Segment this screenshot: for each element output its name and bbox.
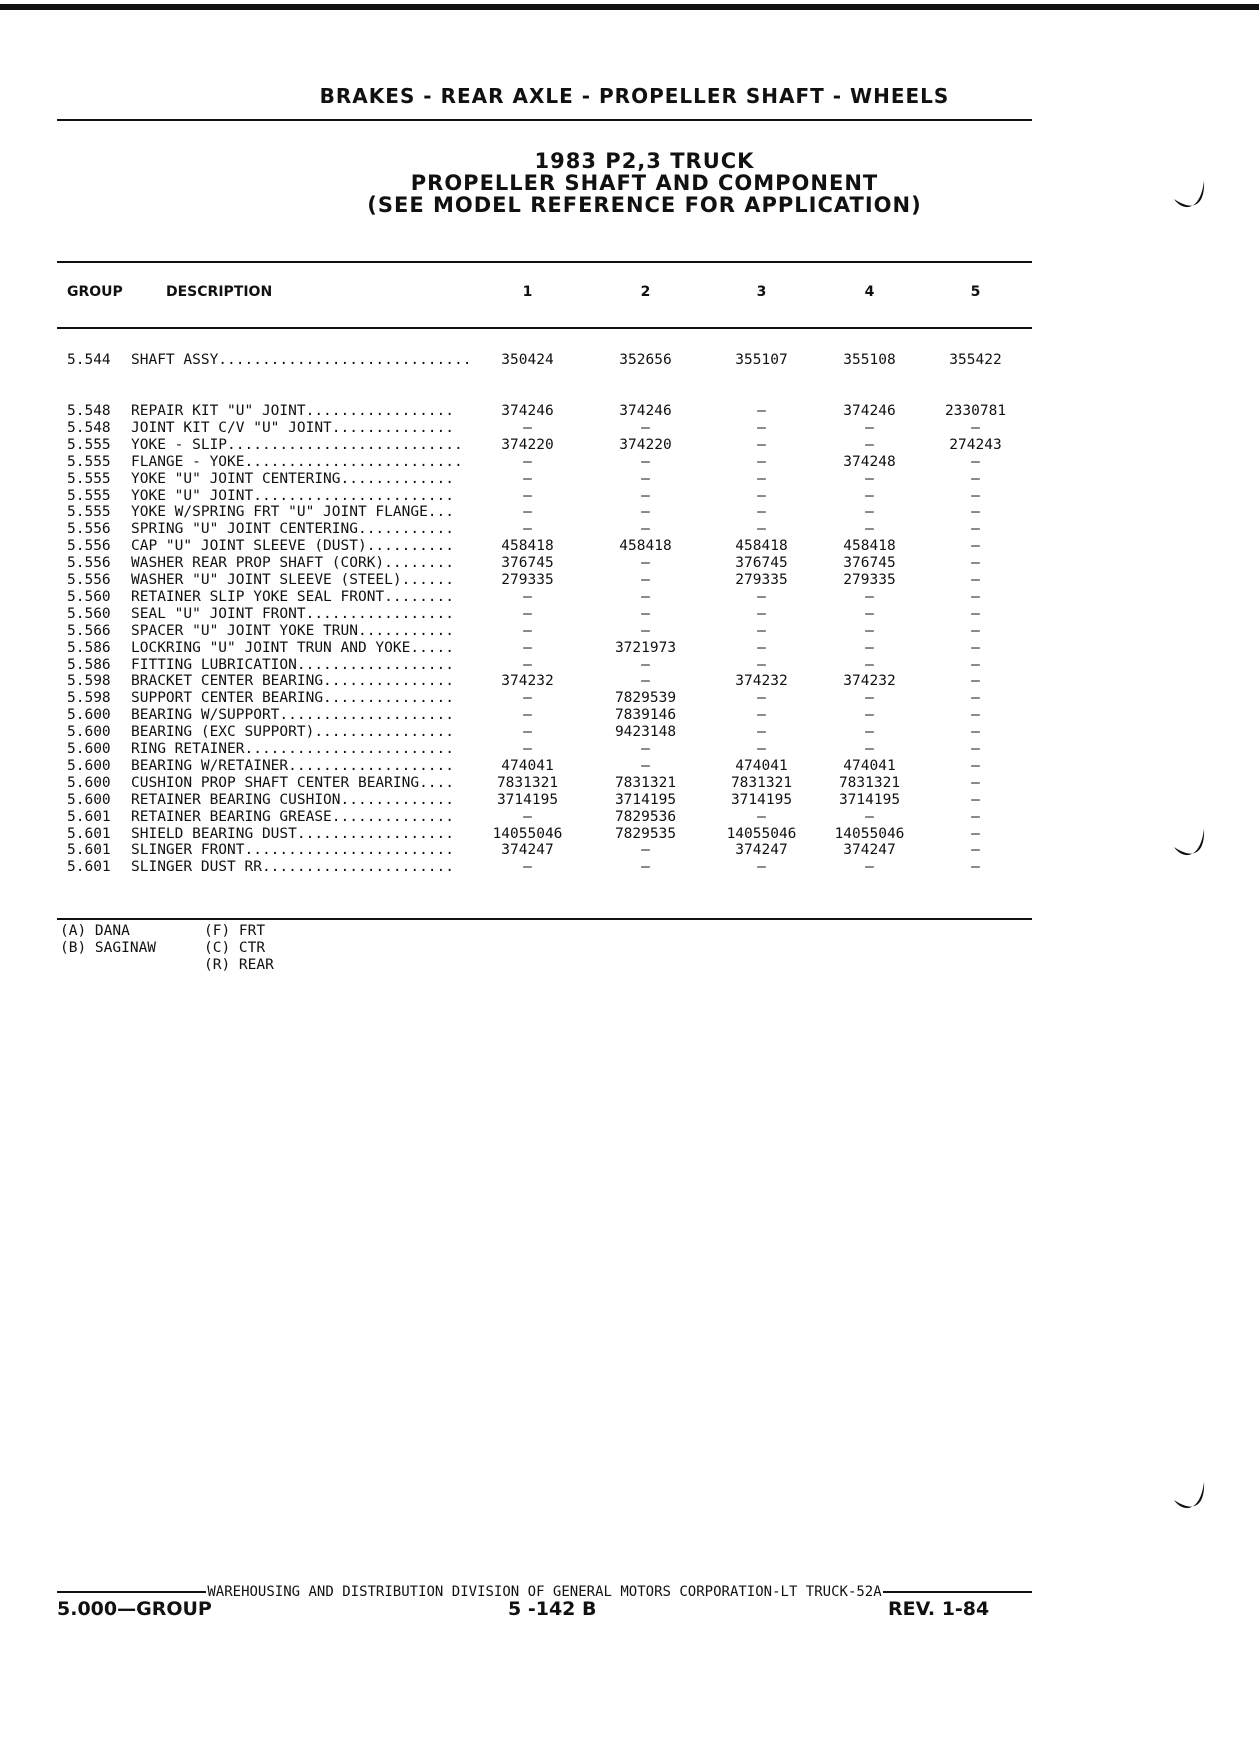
table-row [0,572,1259,589]
row-col-5: 355422 [949,352,1002,368]
table-row [0,792,1259,809]
row-col-1: 376745 [501,555,554,572]
row-group: 5.555 [67,453,111,470]
row-col-2: 7829539 [614,690,677,707]
row-description: RETAINER BEARING GREASE.............. [131,808,455,825]
page-title [0,150,1259,216]
row-col-3: — [757,690,766,707]
row-group: 5.555 [67,436,111,453]
row-col-1: 458418 [501,538,554,555]
row-col-3: — [757,487,766,504]
row-col-4: — [865,588,874,605]
binder-hole-mark [1172,825,1206,865]
row-col-5: — [971,859,980,876]
row-col-2: — [641,588,650,605]
row-col-4: 3714195 [838,791,901,808]
row-col-3: — [757,741,766,757]
row-col-3: 458418 [735,538,788,555]
row-col-5: — [971,419,980,436]
row-col-2: 458418 [619,538,672,555]
row-col-3: — [757,588,766,605]
section-header: BRAKES - REAR AXLE - PROPELLER SHAFT - WHEELS [319,84,950,108]
table-row [0,657,1259,674]
table-row [0,437,1259,454]
row-col-2: — [641,504,650,521]
row-group: 5.601 [67,825,111,842]
table-row [0,673,1259,690]
row-col-2: — [641,656,650,673]
row-col-3: 14055046 [726,825,797,842]
title-line-3: (SEE MODEL REFERENCE FOR APPLICATION) [367,193,922,217]
row-col-3: — [757,707,766,724]
row-col-5: — [971,555,980,572]
table-row [0,707,1259,724]
row-col-4: — [865,470,874,487]
table-row [0,352,1259,369]
row-description: BEARING W/RETAINER................... [131,757,455,774]
row-col-2: — [641,470,650,487]
row-col-4: — [865,859,874,876]
row-description: WASHER "U" JOINT SLEEVE (STEEL)...... [131,572,455,588]
row-description: YOKE - SLIP........................... [131,436,463,453]
header-description: DESCRIPTION [166,284,273,300]
row-col-2: 7831321 [614,774,677,791]
row-col-2: 7829535 [614,825,677,842]
legend-item: (R) REAR [204,957,274,973]
row-description: YOKE "U" JOINT....................... [131,487,455,504]
row-col-1: 374232 [501,673,554,690]
row-col-2: — [641,859,650,876]
row-col-3: 376745 [735,555,788,572]
table-row [0,504,1259,521]
row-col-1: — [523,419,532,436]
row-group: 5.586 [67,639,111,656]
row-col-1: 279335 [501,572,554,588]
row-col-4: 376745 [843,555,896,572]
row-col-2: — [641,521,650,538]
row-col-2: 3714195 [614,791,677,808]
row-col-2: 3721973 [614,639,677,656]
row-col-5: — [971,825,980,842]
table-row [0,420,1259,437]
row-col-5: — [971,741,980,757]
table-row [0,640,1259,657]
row-group: 5.586 [67,656,111,673]
row-col-5: — [971,673,980,690]
binder-hole-mark [1172,1478,1206,1518]
row-col-4: — [865,622,874,639]
row-group: 5.560 [67,588,111,605]
row-group: 5.556 [67,572,111,588]
legend-item: (A) DANA [60,923,130,939]
legend-item: (F) FRT [204,923,266,939]
table-bottom-rule [57,918,1032,920]
row-group: 5.601 [67,842,111,859]
row-col-2: — [641,757,650,774]
row-col-5: — [971,842,980,859]
row-group: 5.598 [67,673,111,690]
row-col-1: 374247 [501,842,554,859]
table-row [0,454,1259,471]
row-col-5: — [971,774,980,791]
row-description: WASHER REAR PROP SHAFT (CORK)........ [131,555,455,572]
row-group: 5.601 [67,859,111,876]
row-col-1: — [523,639,532,656]
row-description: CAP "U" JOINT SLEEVE (DUST).......... [131,538,455,555]
header-col-2: 2 [640,284,651,300]
row-col-4: — [865,656,874,673]
row-col-5: — [971,538,980,555]
table-row [0,859,1259,876]
row-group: 5.600 [67,774,111,791]
row-col-1: — [523,724,532,741]
row-group: 5.555 [67,504,111,521]
row-col-1: 14055046 [492,825,563,842]
row-col-1: — [523,622,532,639]
table-header-rule [57,327,1032,329]
table-row [0,758,1259,775]
row-col-1: — [523,504,532,521]
row-col-2: — [641,487,650,504]
legend-item: (B) SAGINAW [60,940,157,956]
row-col-2: — [641,622,650,639]
row-col-4: — [865,724,874,741]
header-group: GROUP [67,284,123,300]
row-col-3: 355107 [735,352,788,368]
row-col-5: — [971,808,980,825]
table-header-row [0,284,1259,301]
row-description: CUSHION PROP SHAFT CENTER BEARING.... [131,774,455,791]
row-col-4: — [865,808,874,825]
table-row [0,403,1259,420]
row-col-5: — [971,487,980,504]
footer-division-text: WAREHOUSING AND DISTRIBUTION DIVISION OF GENERAL MOTORS CORPORATION-LT TRUCK-52A [207,1584,882,1600]
row-description: REPAIR KIT "U" JOINT................. [131,403,455,419]
row-col-3: — [757,504,766,521]
title-line-1: 1983 P2,3 TRUCK [534,149,755,173]
row-col-4: — [865,521,874,538]
row-col-2: — [641,453,650,470]
row-description: JOINT KIT C/V "U" JOINT.............. [131,419,455,436]
row-col-3: — [757,639,766,656]
row-col-3: — [757,453,766,470]
row-col-3: — [757,403,766,419]
row-col-5: — [971,656,980,673]
row-col-5: — [971,521,980,538]
row-group: 5.600 [67,791,111,808]
row-col-3: — [757,521,766,538]
row-col-4: 14055046 [834,825,905,842]
row-col-2: — [641,605,650,622]
row-col-2: 7829536 [614,808,677,825]
footer-group: 5.000—GROUP [57,1598,212,1620]
row-col-4: 279335 [843,572,896,588]
header-col-5: 5 [970,284,981,300]
row-col-5: 274243 [949,436,1002,453]
row-description: RING RETAINER........................ [131,741,455,757]
row-group: 5.566 [67,622,111,639]
row-col-1: 374220 [501,436,554,453]
table-row [0,606,1259,623]
row-col-4: 374232 [843,673,896,690]
title-line-2: PROPELLER SHAFT AND COMPONENT [410,171,879,195]
row-col-2: 374246 [619,403,672,419]
row-description: SLINGER FRONT........................ [131,842,455,859]
row-description: SUPPORT CENTER BEARING............... [131,690,455,707]
row-group: 5.555 [67,487,111,504]
row-col-5: 2330781 [944,403,1007,419]
table-top-rule [57,261,1032,263]
row-col-1: — [523,808,532,825]
row-group: 5.555 [67,470,111,487]
row-col-5: — [971,639,980,656]
row-col-1: — [523,588,532,605]
row-col-3: 374247 [735,842,788,859]
row-description: SLINGER DUST RR...................... [131,859,455,876]
supplier-legend [60,923,156,957]
row-col-4: — [865,707,874,724]
row-group: 5.548 [67,419,111,436]
row-description: SPRING "U" JOINT CENTERING........... [131,521,455,538]
row-group: 5.560 [67,605,111,622]
row-col-5: — [971,757,980,774]
table-row [0,589,1259,606]
row-col-2: — [641,741,650,757]
row-description: BEARING (EXC SUPPORT)................ [131,724,455,741]
row-col-4: 474041 [843,757,896,774]
row-description: SHAFT ASSY............................. [131,352,472,368]
row-group: 5.598 [67,690,111,707]
row-description: RETAINER BEARING CUSHION............. [131,791,455,808]
table-row [0,842,1259,859]
row-col-4: 458418 [843,538,896,555]
row-col-3: 474041 [735,757,788,774]
row-group: 5.601 [67,808,111,825]
table-row [0,741,1259,758]
row-col-1: — [523,690,532,707]
row-col-3: — [757,656,766,673]
row-description: YOKE W/SPRING FRT "U" JOINT FLANGE... [131,504,455,521]
row-description: BEARING W/SUPPORT.................... [131,707,455,724]
row-col-1: 374246 [501,403,554,419]
table-row [0,826,1259,843]
row-group: 5.548 [67,403,111,419]
footer-revision: REV. 1-84 [888,1598,990,1620]
row-col-3: 374232 [735,673,788,690]
row-col-3: — [757,622,766,639]
row-col-1: 474041 [501,757,554,774]
row-col-1: — [523,656,532,673]
row-col-4: 374248 [843,453,896,470]
row-col-2: 352656 [619,352,672,368]
table-row [0,809,1259,826]
row-group: 5.600 [67,757,111,774]
header-col-1: 1 [522,284,533,300]
row-group: 5.600 [67,741,111,757]
row-description: SPACER "U" JOINT YOKE TRUN........... [131,622,455,639]
row-col-5: — [971,791,980,808]
table-row [0,775,1259,792]
row-col-3: — [757,436,766,453]
row-col-4: 355108 [843,352,896,368]
top-border-rule [0,4,1259,10]
row-col-2: — [641,842,650,859]
row-col-2: 374220 [619,436,672,453]
row-col-3: — [757,419,766,436]
row-col-1: — [523,453,532,470]
row-col-5: — [971,504,980,521]
row-col-4: 374246 [843,403,896,419]
row-col-5: — [971,622,980,639]
table-row [0,521,1259,538]
row-description: YOKE "U" JOINT CENTERING............. [131,470,455,487]
row-col-5: — [971,453,980,470]
row-description: LOCKRING "U" JOINT TRUN AND YOKE..... [131,639,455,656]
row-col-5: — [971,724,980,741]
row-col-3: — [757,724,766,741]
row-col-5: — [971,690,980,707]
row-col-5: — [971,470,980,487]
row-col-5: — [971,572,980,588]
table-row [0,538,1259,555]
row-description: RETAINER SLIP YOKE SEAL FRONT........ [131,588,455,605]
table-row [0,488,1259,505]
header-col-4: 4 [864,284,875,300]
row-col-1: — [523,859,532,876]
table-row [0,724,1259,741]
row-col-4: — [865,639,874,656]
row-col-4: — [865,436,874,453]
row-description: SHIELD BEARING DUST.................. [131,825,455,842]
row-col-3: — [757,470,766,487]
row-col-4: — [865,419,874,436]
row-description: SEAL "U" JOINT FRONT................. [131,605,455,622]
table-row [0,471,1259,488]
row-col-3: 279335 [735,572,788,588]
table-row [0,690,1259,707]
footer-dash-left [57,1591,206,1593]
row-group: 5.600 [67,724,111,741]
row-col-1: — [523,470,532,487]
row-col-2: 9423148 [614,724,677,741]
row-col-4: — [865,504,874,521]
row-col-2: — [641,555,650,572]
row-col-1: — [523,521,532,538]
row-col-1: 7831321 [496,774,559,791]
row-col-4: 7831321 [838,774,901,791]
footer-dash-right [883,1591,1032,1593]
table-row [0,555,1259,572]
row-description: FITTING LUBRICATION.................. [131,656,455,673]
row-col-2: 7839146 [614,707,677,724]
row-col-4: — [865,741,874,757]
row-col-1: — [523,741,532,757]
footer-page-number: 5 -142 B [508,1598,597,1620]
row-col-5: — [971,707,980,724]
row-col-3: — [757,808,766,825]
row-group: 5.556 [67,521,111,538]
row-col-1: — [523,487,532,504]
row-group: 5.600 [67,707,111,724]
table-row [0,623,1259,640]
row-col-4: — [865,487,874,504]
header-col-3: 3 [756,284,767,300]
row-col-3: 7831321 [730,774,793,791]
row-col-2: — [641,419,650,436]
row-col-3: — [757,605,766,622]
row-description: FLANGE - YOKE......................... [131,453,463,470]
row-col-1: — [523,605,532,622]
legend-item: (C) CTR [204,940,266,956]
row-group: 5.556 [67,538,111,555]
row-col-1: 3714195 [496,791,559,808]
row-col-4: — [865,605,874,622]
row-group: 5.544 [67,352,111,368]
row-col-3: 3714195 [730,791,793,808]
row-col-4: — [865,690,874,707]
row-col-1: — [523,707,532,724]
row-col-2: — [641,572,650,588]
row-col-5: — [971,588,980,605]
location-legend [204,923,274,974]
binder-hole-mark [1172,177,1206,217]
row-col-5: — [971,605,980,622]
row-col-1: 350424 [501,352,554,368]
header-rule [57,119,1032,121]
row-col-4: 374247 [843,842,896,859]
row-description: BRACKET CENTER BEARING............... [131,673,455,690]
row-col-2: — [641,673,650,690]
row-group: 5.556 [67,555,111,572]
row-col-3: — [757,859,766,876]
